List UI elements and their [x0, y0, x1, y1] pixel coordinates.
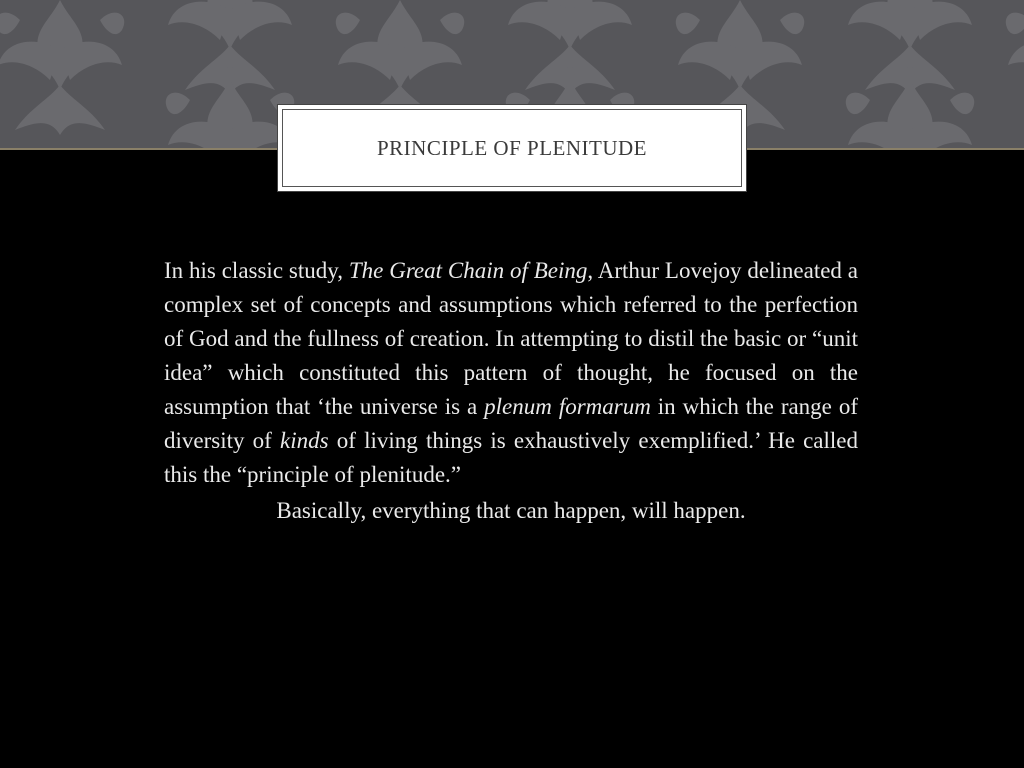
latin-term: plenum formarum	[484, 394, 651, 419]
para1-text-1: In his classic study,	[164, 258, 349, 283]
body-paragraph-2: Basically, everything that can happen, will happen.	[276, 498, 746, 523]
book-title: The Great Chain of Being	[348, 258, 588, 283]
emphasis-kinds: kinds	[280, 428, 329, 453]
slide-title: PRINCIPLE OF PLENITUDE	[376, 135, 647, 160]
title-frame	[282, 109, 742, 187]
para1-text-7: of living things is exhaustively exemplified.’ He called this the “principle of plenitude.”	[164, 428, 859, 487]
body-paragraph-1	[164, 254, 858, 492]
para1-text-5: in which the range of diversity of	[164, 394, 858, 453]
title-box	[277, 104, 747, 192]
para1-text-3: , Arthur Lovejoy delineated a complex set of concepts and assumptions which referred to the perfection of God and the fullness of creation. In attempting to distil the basic or “unit idea” which constituted this pattern of thought, he focused on the assumption that ‘the universe is a	[164, 258, 858, 419]
slide-body	[164, 254, 858, 528]
